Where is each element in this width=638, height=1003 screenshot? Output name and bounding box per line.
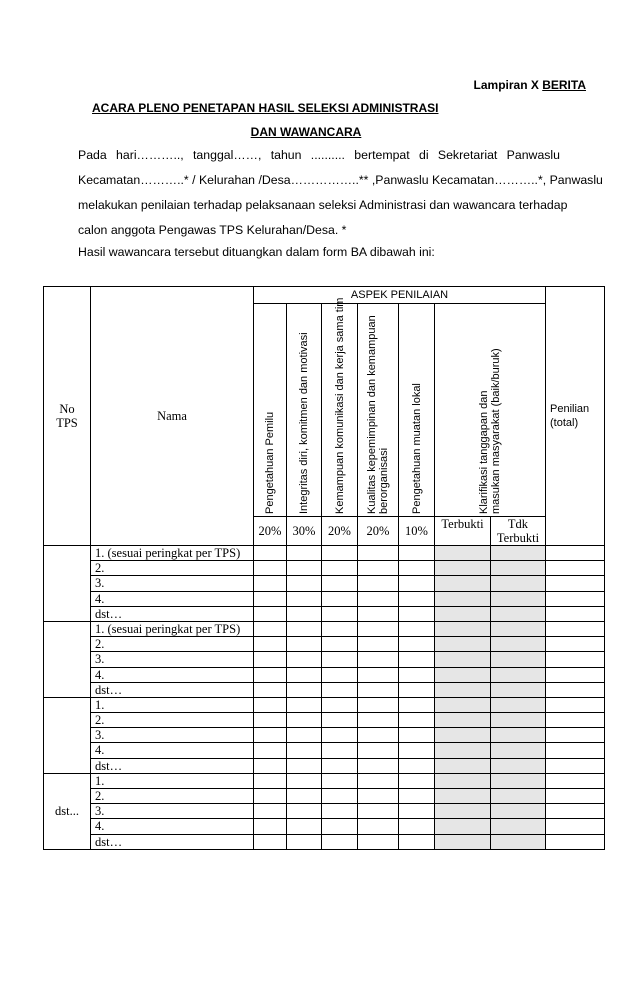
score-cell[interactable] xyxy=(254,697,287,712)
terbukti-cell[interactable] xyxy=(435,834,491,849)
terbukti-cell[interactable] xyxy=(435,637,491,652)
score-cell[interactable] xyxy=(322,561,358,576)
score-cell[interactable] xyxy=(358,606,399,621)
table-row xyxy=(44,804,605,819)
total-cell[interactable] xyxy=(546,546,605,561)
lampiran-berita: BERITA xyxy=(542,78,586,92)
score-cell[interactable] xyxy=(287,804,322,819)
aspect-label: Kemampuan komunikasi dan kerja sama tim xyxy=(333,297,346,514)
tdk-line: Tdk xyxy=(507,517,529,531)
lampiran-label xyxy=(474,78,586,92)
total-cell[interactable] xyxy=(546,606,605,621)
score-cell[interactable] xyxy=(254,804,287,819)
score-cell[interactable] xyxy=(358,728,399,743)
aspect-header-pengetahuan xyxy=(254,304,287,517)
candidate-name-cell[interactable]: dst… xyxy=(91,682,254,697)
header-no-line: No xyxy=(59,402,75,416)
table-row xyxy=(44,819,605,834)
klarifikasi-label: Klarifikasi tanggapan dan masukan masyarakat (baik/buruk) xyxy=(478,348,502,514)
table-row xyxy=(44,606,605,621)
score-cell[interactable] xyxy=(358,804,399,819)
tdk-terbukti-cell[interactable] xyxy=(491,561,546,576)
candidate-name-cell[interactable]: 4. xyxy=(91,591,254,606)
tdk-terbukti-cell[interactable] xyxy=(491,758,546,773)
header-total-line1: Penilian xyxy=(550,403,590,415)
score-cell[interactable] xyxy=(358,713,399,728)
terbukti-cell[interactable] xyxy=(435,561,491,576)
score-cell[interactable] xyxy=(399,789,435,804)
score-cell[interactable] xyxy=(287,606,322,621)
tdk-terbukti-cell[interactable] xyxy=(491,621,546,636)
score-cell[interactable] xyxy=(254,591,287,606)
candidate-name-cell[interactable]: 2. xyxy=(91,789,254,804)
terbukti-cell[interactable] xyxy=(435,789,491,804)
intro-line: Kecamatan………..* / Kelurahan /Desa……………..** ,Panwaslu Kecamatan………..*, Panwaslu xyxy=(78,173,603,187)
score-cell[interactable] xyxy=(287,667,322,682)
score-cell[interactable] xyxy=(358,758,399,773)
terbukti-cell[interactable] xyxy=(435,682,491,697)
table-row xyxy=(44,789,605,804)
table-row xyxy=(44,667,605,682)
score-cell[interactable] xyxy=(254,682,287,697)
candidate-name-cell[interactable]: 4. xyxy=(91,743,254,758)
score-cell[interactable] xyxy=(254,621,287,636)
tdk-terbukti-cell[interactable] xyxy=(491,819,546,834)
total-cell[interactable] xyxy=(546,804,605,819)
terbukti-cell[interactable] xyxy=(435,667,491,682)
score-cell[interactable] xyxy=(358,789,399,804)
score-cell[interactable] xyxy=(287,561,322,576)
score-cell[interactable] xyxy=(399,773,435,788)
tdk-terbukti-cell[interactable] xyxy=(491,834,546,849)
score-cell[interactable] xyxy=(254,576,287,591)
score-cell[interactable] xyxy=(254,773,287,788)
total-cell[interactable] xyxy=(546,591,605,606)
table-row xyxy=(44,758,605,773)
score-cell[interactable] xyxy=(287,591,322,606)
document-title-line2: DAN WAWANCARA xyxy=(250,125,362,139)
score-cell[interactable] xyxy=(322,713,358,728)
tdk-terbukti-cell[interactable] xyxy=(491,606,546,621)
score-cell[interactable] xyxy=(322,621,358,636)
table-row xyxy=(44,682,605,697)
terbukti-cell[interactable] xyxy=(435,728,491,743)
terbukti-cell[interactable] xyxy=(435,591,491,606)
tdk-terbukti-header xyxy=(491,517,546,546)
intro-line: melakukan penilaian terhadap pelaksanaan seleksi Administrasi dan wawancara terhadap xyxy=(78,198,568,212)
total-cell[interactable] xyxy=(546,789,605,804)
candidate-name-cell[interactable]: 1. xyxy=(91,773,254,788)
terbukti-cell[interactable] xyxy=(435,743,491,758)
weight-cell: 20% xyxy=(358,517,399,546)
score-cell[interactable] xyxy=(399,621,435,636)
score-cell[interactable] xyxy=(358,697,399,712)
score-cell[interactable] xyxy=(322,728,358,743)
score-cell[interactable] xyxy=(287,637,322,652)
total-cell[interactable] xyxy=(546,652,605,667)
total-cell[interactable] xyxy=(546,576,605,591)
form-note: Hasil wawancara tersebut dituangkan dalam form BA dibawah ini: xyxy=(78,245,435,259)
score-cell[interactable] xyxy=(322,576,358,591)
score-cell[interactable] xyxy=(358,546,399,561)
terbukti-header: Terbukti xyxy=(435,517,491,546)
weight-cell: 20% xyxy=(322,517,358,546)
terbukti-cell[interactable] xyxy=(435,773,491,788)
score-cell[interactable] xyxy=(322,697,358,712)
score-cell[interactable] xyxy=(287,576,322,591)
tdk-terbukti-cell[interactable] xyxy=(491,697,546,712)
score-cell[interactable] xyxy=(322,637,358,652)
candidate-name-cell[interactable]: 2. xyxy=(91,713,254,728)
table-row xyxy=(44,591,605,606)
score-cell[interactable] xyxy=(322,546,358,561)
table-row xyxy=(44,637,605,652)
aspect-label: Pengetahuan Pemilu xyxy=(264,411,276,514)
total-cell[interactable] xyxy=(546,819,605,834)
intro-paragraph xyxy=(78,143,603,243)
candidate-name-cell[interactable]: 3. xyxy=(91,728,254,743)
score-cell[interactable] xyxy=(358,591,399,606)
tdk-terbukti-cell[interactable] xyxy=(491,667,546,682)
table-row xyxy=(44,834,605,849)
tdk-terbukti-cell[interactable] xyxy=(491,637,546,652)
table-row xyxy=(44,652,605,667)
score-cell[interactable] xyxy=(358,561,399,576)
table-row xyxy=(44,743,605,758)
tdk-terbukti-cell[interactable] xyxy=(491,728,546,743)
total-cell[interactable] xyxy=(546,728,605,743)
score-cell[interactable] xyxy=(287,682,322,697)
candidate-name-cell[interactable]: 2. xyxy=(91,637,254,652)
tdk-terbukti-cell[interactable] xyxy=(491,682,546,697)
document-title-line1: ACARA PLENO PENETAPAN HASIL SELEKSI ADMINISTRASI xyxy=(92,101,439,115)
candidate-name-cell[interactable]: 3. xyxy=(91,576,254,591)
score-cell[interactable] xyxy=(254,637,287,652)
score-cell[interactable] xyxy=(322,834,358,849)
score-cell[interactable] xyxy=(254,728,287,743)
score-cell[interactable] xyxy=(399,682,435,697)
score-cell[interactable] xyxy=(322,743,358,758)
total-cell[interactable] xyxy=(546,743,605,758)
weight-cell: 10% xyxy=(399,517,435,546)
header-aspek-penilaian: ASPEK PENILAIAN xyxy=(254,287,546,304)
score-cell[interactable] xyxy=(287,652,322,667)
score-cell[interactable] xyxy=(287,546,322,561)
assessment-table xyxy=(43,286,605,850)
tdk-terbukti-cell[interactable] xyxy=(491,713,546,728)
header-nama: Nama xyxy=(91,287,254,546)
score-cell[interactable] xyxy=(399,606,435,621)
intro-line: calon anggota Pengawas TPS Kelurahan/Desa. * xyxy=(78,223,347,237)
score-cell[interactable] xyxy=(254,789,287,804)
total-cell[interactable] xyxy=(546,667,605,682)
tdk-terbukti-cell[interactable] xyxy=(491,804,546,819)
score-cell[interactable] xyxy=(322,758,358,773)
score-cell[interactable] xyxy=(399,713,435,728)
score-cell[interactable] xyxy=(254,652,287,667)
score-cell[interactable] xyxy=(254,758,287,773)
tdk-terbukti-cell[interactable] xyxy=(491,743,546,758)
candidate-name-cell[interactable]: 1. xyxy=(91,697,254,712)
candidate-name-cell[interactable]: 2. xyxy=(91,561,254,576)
aspect-label: Pengetahuan muatan lokal xyxy=(410,383,423,514)
header-total-line2: (total) xyxy=(550,417,579,429)
total-cell[interactable] xyxy=(546,637,605,652)
score-cell[interactable] xyxy=(254,561,287,576)
table-row xyxy=(44,621,605,636)
aspect-label: Integritas diri, komitmen dan motivasi xyxy=(298,332,310,514)
score-cell[interactable] xyxy=(287,713,322,728)
score-cell[interactable] xyxy=(254,546,287,561)
score-cell[interactable] xyxy=(254,606,287,621)
aspect-header-muatan-lokal xyxy=(399,304,435,517)
score-cell[interactable] xyxy=(287,773,322,788)
score-cell[interactable] xyxy=(399,728,435,743)
tdk-terbukti-cell[interactable] xyxy=(491,591,546,606)
tps-number-cell xyxy=(44,697,91,773)
score-cell[interactable] xyxy=(399,576,435,591)
candidate-name-cell[interactable]: 1. (sesuai peringkat per TPS) xyxy=(91,621,254,636)
terbukti-cell[interactable] xyxy=(435,621,491,636)
score-cell[interactable] xyxy=(287,743,322,758)
total-cell[interactable] xyxy=(546,682,605,697)
score-cell[interactable] xyxy=(322,591,358,606)
score-cell[interactable] xyxy=(399,652,435,667)
terbukti-cell[interactable] xyxy=(435,819,491,834)
total-cell[interactable] xyxy=(546,773,605,788)
score-cell[interactable] xyxy=(399,637,435,652)
score-cell[interactable] xyxy=(254,819,287,834)
table-row xyxy=(44,728,605,743)
terbukti-cell[interactable] xyxy=(435,713,491,728)
score-cell[interactable] xyxy=(322,789,358,804)
candidate-name-cell[interactable]: dst… xyxy=(91,758,254,773)
score-cell[interactable] xyxy=(322,804,358,819)
score-cell[interactable] xyxy=(287,697,322,712)
score-cell[interactable] xyxy=(399,591,435,606)
score-cell[interactable] xyxy=(322,682,358,697)
aspect-header-kepemimpinan xyxy=(358,304,399,517)
score-cell[interactable] xyxy=(287,728,322,743)
candidate-name-cell[interactable]: 3. xyxy=(91,652,254,667)
total-cell[interactable] xyxy=(546,697,605,712)
score-cell[interactable] xyxy=(399,743,435,758)
total-cell[interactable] xyxy=(546,561,605,576)
header-tps-line: TPS xyxy=(56,416,78,430)
score-cell[interactable] xyxy=(358,834,399,849)
tps-number-cell xyxy=(44,621,91,697)
total-cell[interactable] xyxy=(546,621,605,636)
score-cell[interactable] xyxy=(358,743,399,758)
score-cell[interactable] xyxy=(399,758,435,773)
total-cell[interactable] xyxy=(546,834,605,849)
score-cell[interactable] xyxy=(399,546,435,561)
terbukti-cell[interactable] xyxy=(435,804,491,819)
tdk-terbukti-cell[interactable] xyxy=(491,546,546,561)
score-cell[interactable] xyxy=(399,804,435,819)
score-cell[interactable] xyxy=(399,697,435,712)
intro-line: Pada hari……….., tanggal……, tahun .......... bertempat di Sekretariat Panwaslu xyxy=(78,148,560,162)
table-row xyxy=(44,773,605,788)
terbukti-cell[interactable] xyxy=(435,576,491,591)
lampiran-number: Lampiran X xyxy=(473,78,539,92)
score-cell[interactable] xyxy=(254,713,287,728)
candidate-name-cell[interactable]: 4. xyxy=(91,819,254,834)
score-cell[interactable] xyxy=(358,576,399,591)
score-cell[interactable] xyxy=(399,819,435,834)
terbukti-line: Terbukti xyxy=(496,531,540,545)
score-cell[interactable] xyxy=(287,621,322,636)
score-cell[interactable] xyxy=(254,743,287,758)
score-cell[interactable] xyxy=(322,606,358,621)
score-cell[interactable] xyxy=(322,667,358,682)
table-row xyxy=(44,713,605,728)
tps-number-cell: dst... xyxy=(44,773,91,849)
tdk-terbukti-cell[interactable] xyxy=(491,652,546,667)
score-cell[interactable] xyxy=(322,819,358,834)
tps-number-cell xyxy=(44,546,91,622)
total-cell[interactable] xyxy=(546,758,605,773)
tdk-terbukti-cell[interactable] xyxy=(491,789,546,804)
candidate-name-cell[interactable]: 4. xyxy=(91,667,254,682)
score-cell[interactable] xyxy=(358,819,399,834)
terbukti-cell[interactable] xyxy=(435,546,491,561)
terbukti-cell[interactable] xyxy=(435,606,491,621)
score-cell[interactable] xyxy=(358,637,399,652)
aspect-label: Kualitas kepemimpinan dan kemampuan berorganisasi xyxy=(366,315,390,514)
terbukti-cell[interactable] xyxy=(435,758,491,773)
candidate-name-cell[interactable]: 1. (sesuai peringkat per TPS) xyxy=(91,546,254,561)
score-cell[interactable] xyxy=(254,667,287,682)
terbukti-cell[interactable] xyxy=(435,652,491,667)
candidate-name-cell[interactable]: dst… xyxy=(91,606,254,621)
candidate-name-cell[interactable]: 3. xyxy=(91,804,254,819)
score-cell[interactable] xyxy=(254,834,287,849)
score-cell[interactable] xyxy=(358,621,399,636)
score-cell[interactable] xyxy=(358,652,399,667)
tdk-terbukti-cell[interactable] xyxy=(491,773,546,788)
terbukti-cell[interactable] xyxy=(435,697,491,712)
aspect-header-komunikasi xyxy=(322,297,358,517)
score-cell[interactable] xyxy=(322,652,358,667)
score-cell[interactable] xyxy=(358,682,399,697)
header-no-tps xyxy=(44,287,91,546)
total-cell[interactable] xyxy=(546,713,605,728)
table-row xyxy=(44,576,605,591)
score-cell[interactable] xyxy=(322,773,358,788)
score-cell[interactable] xyxy=(399,834,435,849)
score-cell[interactable] xyxy=(399,667,435,682)
candidate-name-cell[interactable]: dst… xyxy=(91,834,254,849)
score-cell[interactable] xyxy=(287,758,322,773)
aspect-header-integritas xyxy=(287,304,322,517)
score-cell[interactable] xyxy=(287,819,322,834)
weight-cell: 30% xyxy=(287,517,322,546)
score-cell[interactable] xyxy=(399,561,435,576)
score-cell[interactable] xyxy=(287,789,322,804)
weight-cell: 20% xyxy=(254,517,287,546)
score-cell[interactable] xyxy=(287,834,322,849)
table-row xyxy=(44,546,605,561)
table-row xyxy=(44,561,605,576)
score-cell[interactable] xyxy=(358,667,399,682)
header-total xyxy=(546,287,605,546)
table-row xyxy=(44,697,605,712)
score-cell[interactable] xyxy=(358,773,399,788)
aspect-header-klarifikasi xyxy=(435,304,546,517)
tdk-terbukti-cell[interactable] xyxy=(491,576,546,591)
